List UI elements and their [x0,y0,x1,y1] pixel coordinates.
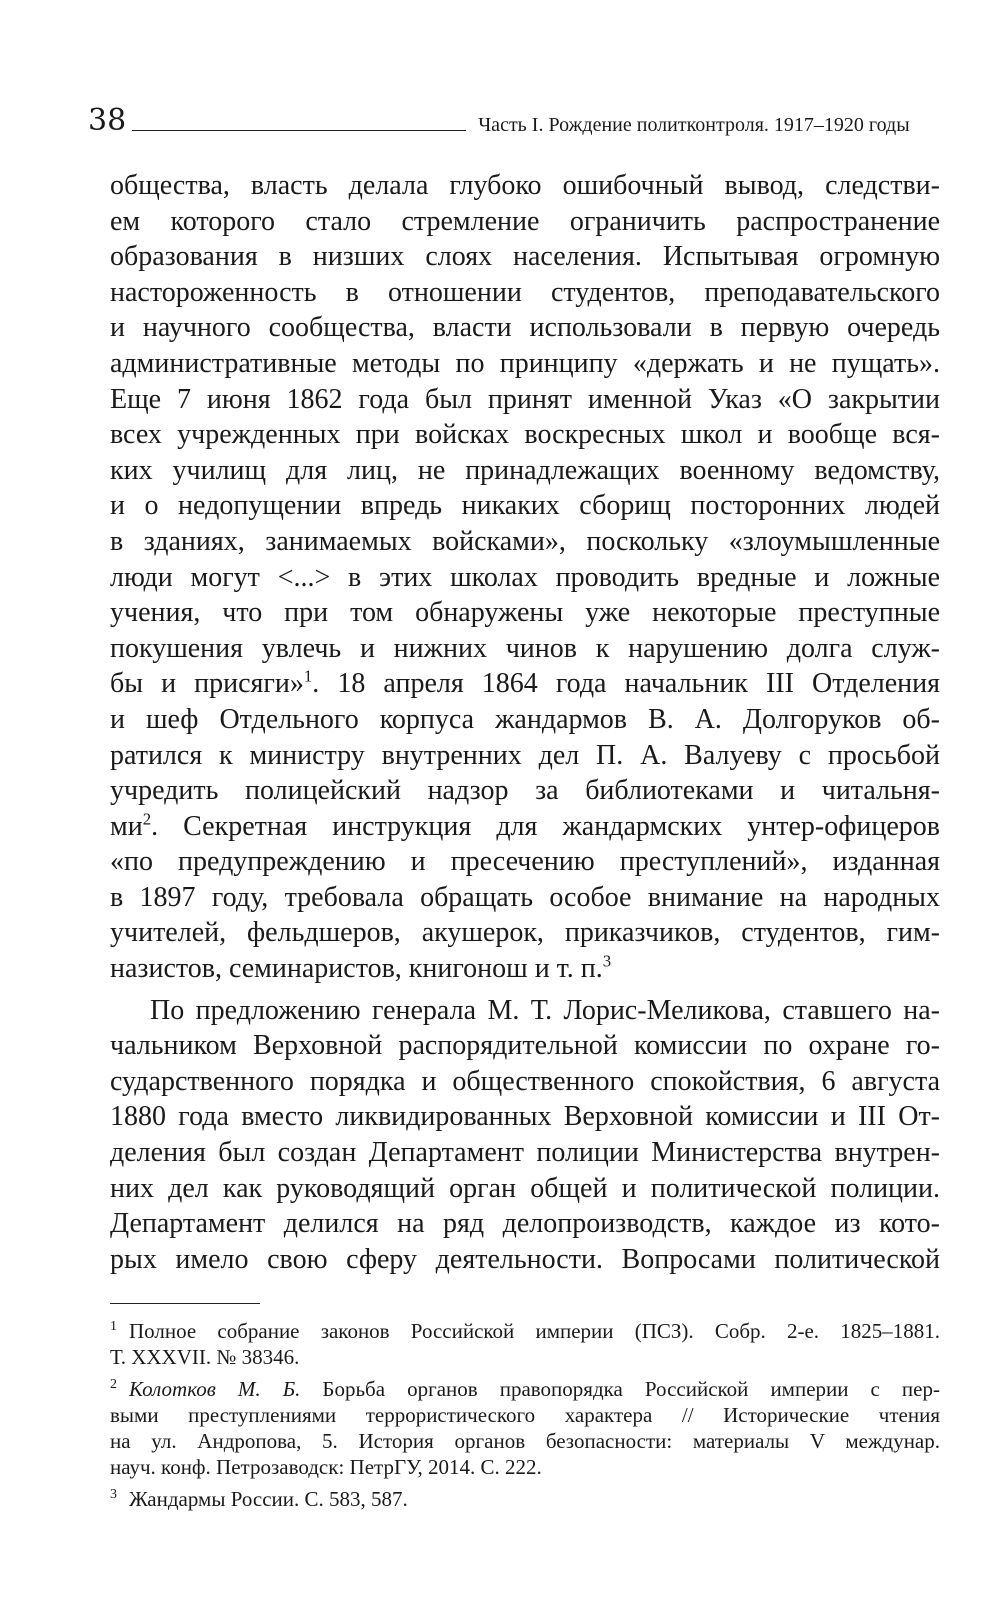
text-line: Еще 7 июня 1862 года был принят именной Указ «О закрытии [110,383,940,415]
footnotes [110,1318,940,1512]
text-line: настороженность в отношении студентов, преподавательского [110,276,940,308]
text-line: люди могут <...> в этих школах проводить вредные и ложные [110,561,940,593]
text-line: учителей, фельдшеров, акушерок, приказчиков, студентов, гим- [110,917,940,949]
text-line: и о недопущении впредь никаких сборищ посторонних людей [110,490,940,522]
text-line: покушения увлечь и нижних чинов к нарушению долга служ- [110,632,940,664]
text-line: в зданиях, занимаемых войсками», поскольку «злоумышленные [110,525,940,557]
footnote-2-line: на ул. Андропова, 5. История органов безопасности: материалы V междунар. [110,1429,940,1453]
running-header [88,98,944,138]
text-line: и шеф Отдельного корпуса жандармов В. А. Долгоруков об- [110,703,940,735]
footnote-number: 1 [110,1319,117,1334]
footnote-text: Полное собрание законов Российской империи (ПСЗ). Собр. 2-е. 1825–1881. [129,1319,940,1343]
text-line: и научного сообщества, власти использовали в первую очередь [110,312,940,344]
text-line: деления был создан Департамент полиции Министерства внутрен- [110,1137,940,1169]
text-line: ратился к министру внутренних дел П. А. Валуеву с просьбой [110,739,940,771]
header-rule [132,130,466,131]
footnote-text: Борьба органов правопорядка Российской империи с пер- [300,1377,940,1401]
footnote-2-line: выми преступлениями террористического характера // Исторические чтения [110,1403,940,1427]
line-text: назистов, семинаристов, книгонош и т. п. [110,953,603,985]
page-number: 38 [88,103,127,138]
footnote-1-line: Т. XXXVII. № 38346. [110,1345,300,1369]
line-text: . 18 апреля 1864 года начальник III Отделения [312,668,940,700]
footnote-number: 3 [110,1487,117,1502]
footnote-text: Жандармы России. С. 583, 587. [129,1487,408,1511]
text-line: образования в низших слоях населения. Испытывая огромную [110,241,940,273]
text-line: них дел как руководящий орган общей и политической полиции. [110,1172,940,1204]
footnote-2-line [110,1376,940,1402]
text-line: всех учрежденных при войсках воскресных школ и вообще вся- [110,419,940,451]
running-title: Часть I. Рождение политконтроля. 1917–1920 годы [478,114,910,136]
text-line: 1880 года вместо ликвидированных Верховной комиссии и III От- [110,1101,940,1133]
text-line: общества, власть делала глубоко ошибочный вывод, следстви- [110,170,940,201]
text-line [110,666,940,702]
footnote-3-line [110,1486,940,1512]
footnote-rule [110,1303,260,1304]
footnote-2-line: науч. конф. Петрозаводск: ПетрГУ, 2014. С. 222. [110,1455,542,1479]
main-text [110,168,940,1277]
text-line [110,951,940,987]
line-text: бы и присяги» [110,668,304,700]
text-line: ем которого стало стремление ограничить распространение [110,205,940,237]
footnote-ref-3[interactable]: 3 [602,951,612,971]
text-line: чальником Верховной распорядительной комиссии по охране го- [110,1030,940,1062]
line-text: . Секретная инструкция для жандармских унтер-офицеров [151,810,940,842]
text-line: По предложению генерала М. Т. Лорис-Меликова, ставшего на- [150,994,940,1026]
text-line: рых имело свою сферу деятельности. Вопросами политической [110,1243,940,1275]
text-line: в 1897 году, требовала обращать особое внимание на народных [110,881,940,913]
text-line: «по предупреждению и пресечению преступлений», изданная [110,846,940,878]
text-line: сударственного порядка и общественного спокойствия, 6 августа [110,1065,940,1097]
text-line: учения, что при том обнаружены уже некоторые преступные [110,597,940,629]
footnote-number: 2 [110,1377,117,1392]
line-text: ми [110,810,143,842]
text-line: учредить полицейский надзор за библиотеками и читальня- [110,775,940,807]
footnote-author: Колотков М. Б. [129,1377,301,1401]
text-line [110,809,940,845]
footnote-1-line [110,1318,940,1344]
footnote-ref-1[interactable]: 1 [303,666,313,686]
text-line: ких училищ для лиц, не принадлежащих военному ведомству, [110,454,940,486]
footnote-ref-2[interactable]: 2 [142,809,152,829]
text-line: административные методы по принципу «держать и не пущать». [110,347,940,379]
text-line: Департамент делился на ряд делопроизводств, каждое из кото- [110,1208,940,1240]
